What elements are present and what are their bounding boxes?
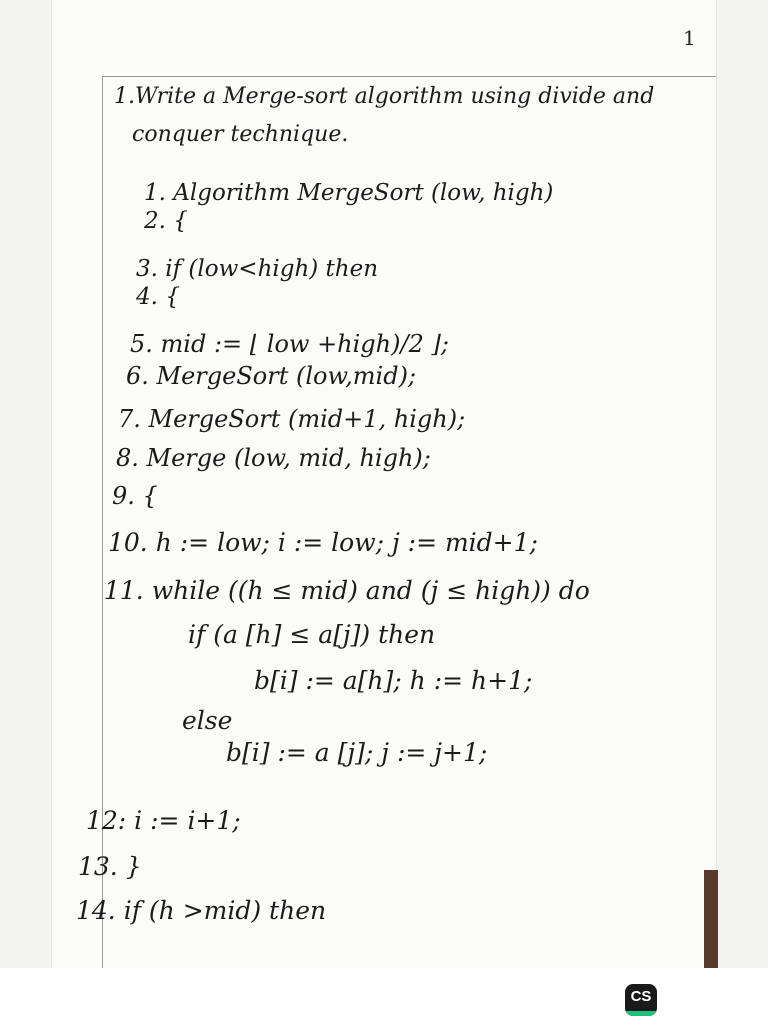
page-top-rule [102,76,716,77]
background-edge [704,870,718,968]
algorithm-line: 1. Algorithm MergeSort (low, high) [144,180,554,206]
algorithm-line: 12: i := i+1; [86,806,241,835]
algorithm-line: 4. { [136,284,180,310]
algorithm-line: 6. MergeSort (low,mid); [126,362,417,390]
algorithm-line: 3. if (low<high) then [136,256,379,282]
page-number: 1 [683,26,696,50]
algorithm-line: 7. MergeSort (mid+1, high); [118,405,466,433]
algorithm-line: b[i] := a[h]; h := h+1; [254,666,533,695]
algorithm-line: 2. { [144,208,188,234]
algorithm-line: else [182,706,233,735]
question-line-2: conquer technique. [132,122,349,147]
algorithm-line: 14. if (h >mid) then [76,896,327,925]
algorithm-line: 9. { [112,482,158,510]
algorithm-line: 10. h := low; i := low; j := mid+1; [108,528,538,557]
algorithm-line: 5. mid := ⌊ low +high)/2 ⌋; [130,330,449,358]
algorithm-line: 13. } [78,852,142,881]
camscanner-logo-text: CS [630,988,652,1005]
camscanner-logo [625,984,657,1016]
camscanner-logo-bar [625,1011,657,1016]
algorithm-line: 11. while ((h ≤ mid) and (j ≤ high)) do [104,576,590,605]
algorithm-line: if (a [h] ≤ a[j]) then [188,620,436,649]
algorithm-line: b[i] := a [j]; j := j+1; [226,738,488,767]
question-line-1: 1.Write a Merge-sort algorithm using divide and [114,84,655,109]
algorithm-line: 8. Merge (low, mid, high); [116,444,431,472]
